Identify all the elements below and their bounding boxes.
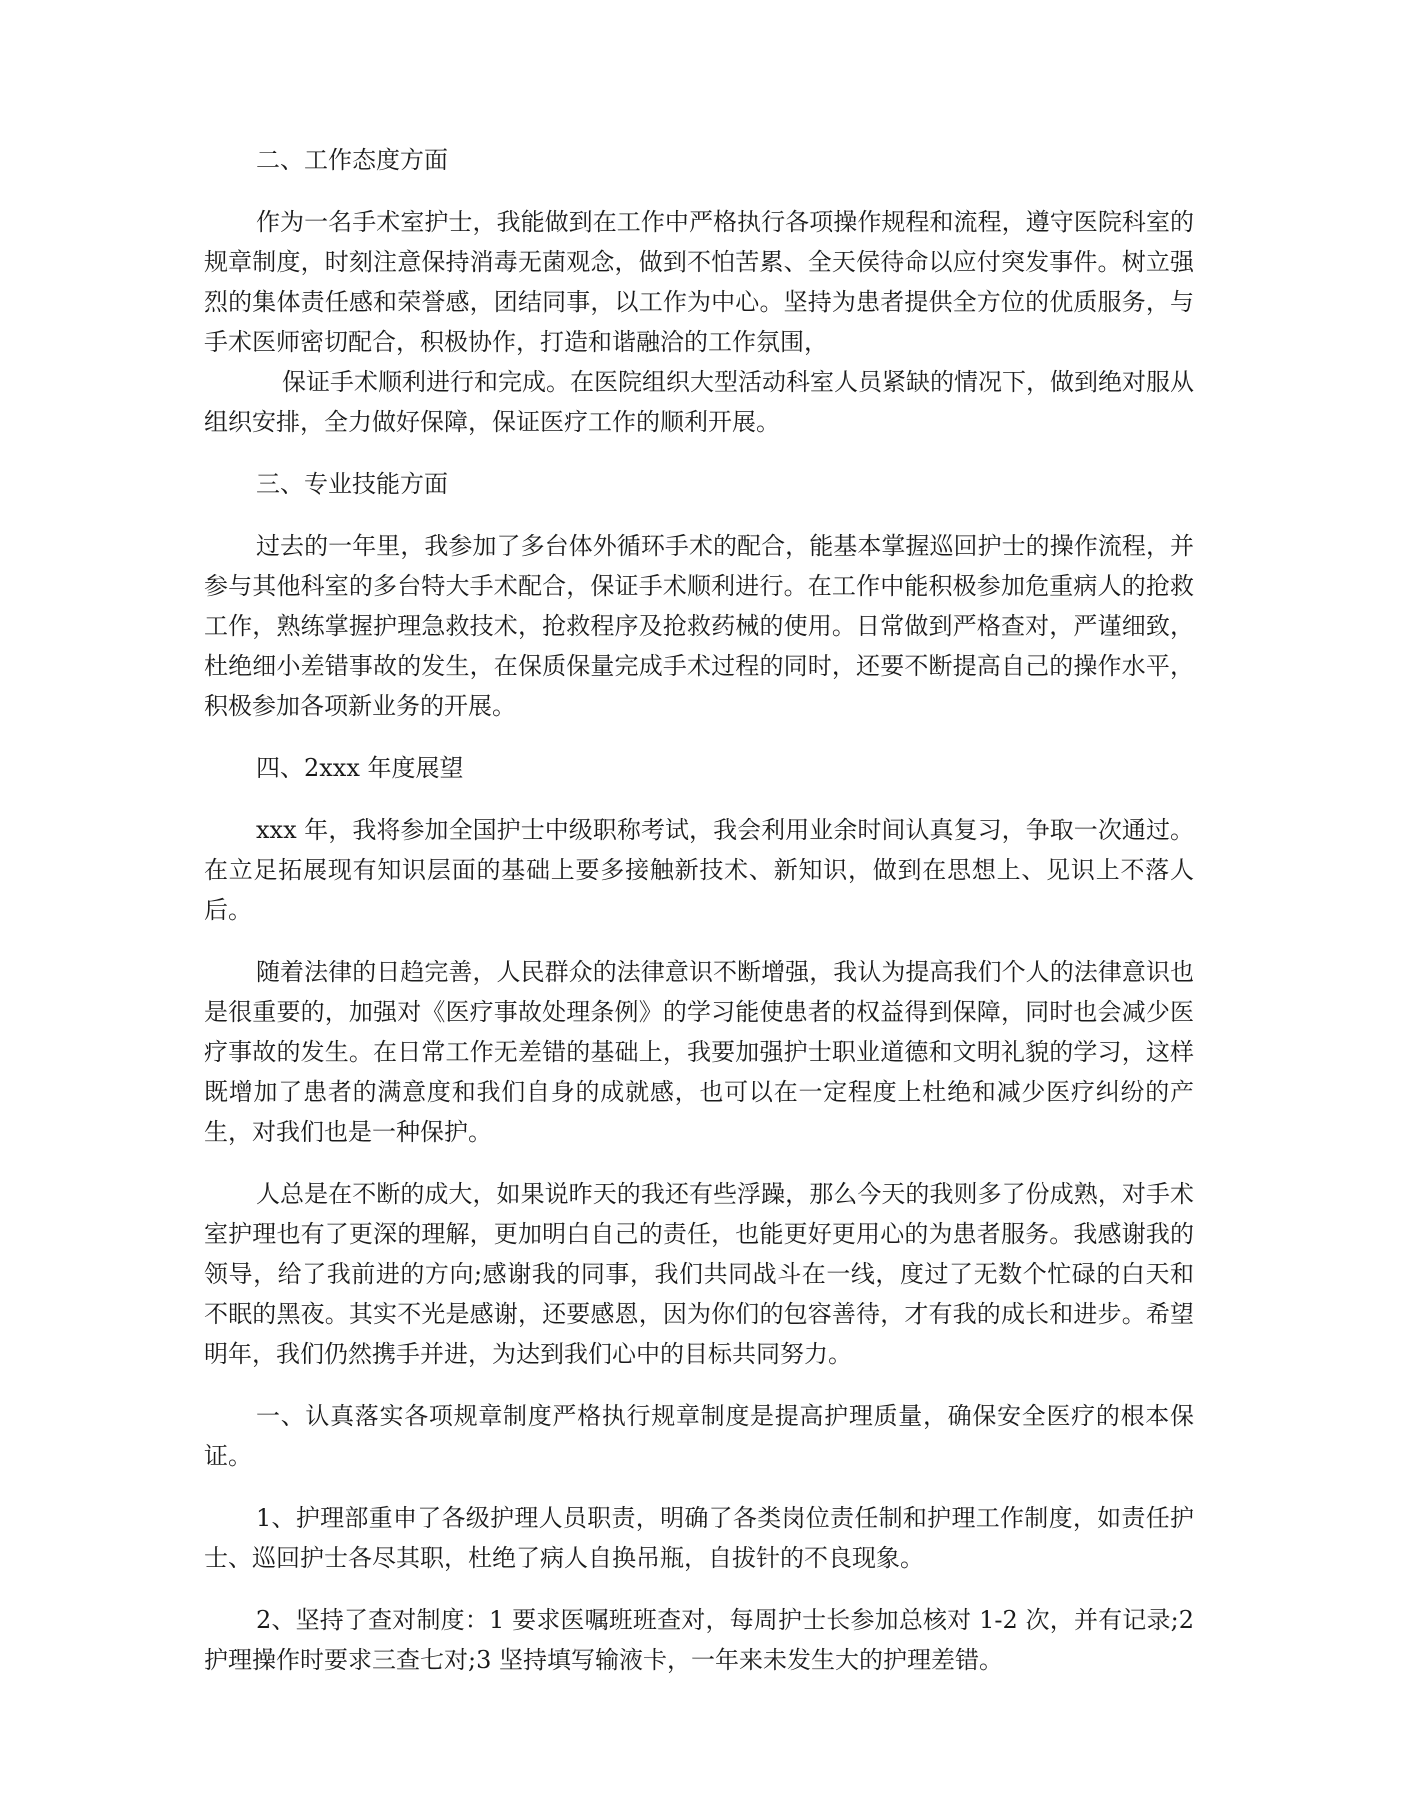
paragraph-outlook-growth: 人总是在不断的成大，如果说昨天的我还有些浮躁，那么今天的我则多了份成熟，对手术室护理也有了更深的理解，更加明白自己的责任，也能更好更用心的为患者服务。我感谢我的领导，给了我前进的方向;感谢我的同事，我们共同战斗在一线，度过了无数个忙碌的白天和不眠的黑夜。其实不光是感谢，还要感恩，因为你们的包容善待，才有我的成长和进步。希望明年，我们仍然携手并进，为达到我们心中的目标共同努力。 [204,1180,1194,1368]
paragraph-professional-skills: 过去的一年里，我参加了多台体外循环手术的配合，能基本掌握巡回护士的操作流程，并参与其他科室的多台特大手术配合，保证手术顺利进行。在工作中能积极参加危重病人的抢救工作，熟练掌握护理急救技术，抢救程序及抢救药械的使用。日常做到严格查对，严谨细致，杜绝细小差错事故的发生，在保质保量完成手术过程的同时，还要不断提高自己的操作水平，积极参加各项新业务的开展。 [204,532,1194,720]
section-heading-work-attitude: 二、工作态度方面 [256,146,448,174]
document-body [204,140,1194,1702]
paragraph-work-attitude-2: 保证手术顺利进行和完成。在医院组织大型活动科室人员紧缺的情况下，做到绝对服从组织安排，全力做好保障，保证医疗工作的顺利开展。 [204,368,1194,436]
paragraph-rules-item-2: 2、坚持了查对制度：1 要求医嘱班班查对，每周护士长参加总核对 1-2 次，并有记录;2 护理操作时要求三查七对;3 坚持填写输液卡，一年来未发生大的护理差错。 [204,1606,1194,1674]
section-heading-professional-skills: 三、专业技能方面 [256,470,448,498]
paragraph-outlook-exam: xxx 年，我将参加全国护士中级职称考试，我会利用业余时间认真复习，争取一次通过。在立足拓展现有知识层面的基础上要多接触新技术、新知识，做到在思想上、见识上不落人后。 [204,816,1194,924]
paragraph-rules-item-1: 1、护理部重申了各级护理人员职责，明确了各类岗位责任制和护理工作制度，如责任护士、巡回护士各尽其职，杜绝了病人自换吊瓶，自拔针的不良现象。 [204,1504,1194,1572]
paragraph-rules-implementation: 一、认真落实各项规章制度严格执行规章制度是提高护理质量，确保安全医疗的根本保证。 [204,1402,1194,1470]
paragraph-work-attitude-1: 作为一名手术室护士，我能做到在工作中严格执行各项操作规程和流程，遵守医院科室的规章制度，时刻注意保持消毒无菌观念，做到不怕苦累、全天侯待命以应付突发事件。树立强烈的集体责任感和荣誉感，团结同事，以工作为中心。坚持为患者提供全方位的优质服务，与手术医师密切配合，积极协作，打造和谐融洽的工作氛围， [204,208,1194,356]
paragraph-outlook-law: 随着法律的日趋完善，人民群众的法律意识不断增强，我认为提高我们个人的法律意识也是很重要的，加强对《医疗事故处理条例》的学习能使患者的权益得到保障，同时也会减少医疗事故的发生。在日常工作无差错的基础上，我要加强护士职业道德和文明礼貌的学习，这样既增加了患者的满意度和我们自身的成就感，也可以在一定程度上杜绝和减少医疗纠纷的产生，对我们也是一种保护。 [204,958,1194,1146]
section-heading-annual-outlook: 四、2xxx 年度展望 [256,754,464,782]
